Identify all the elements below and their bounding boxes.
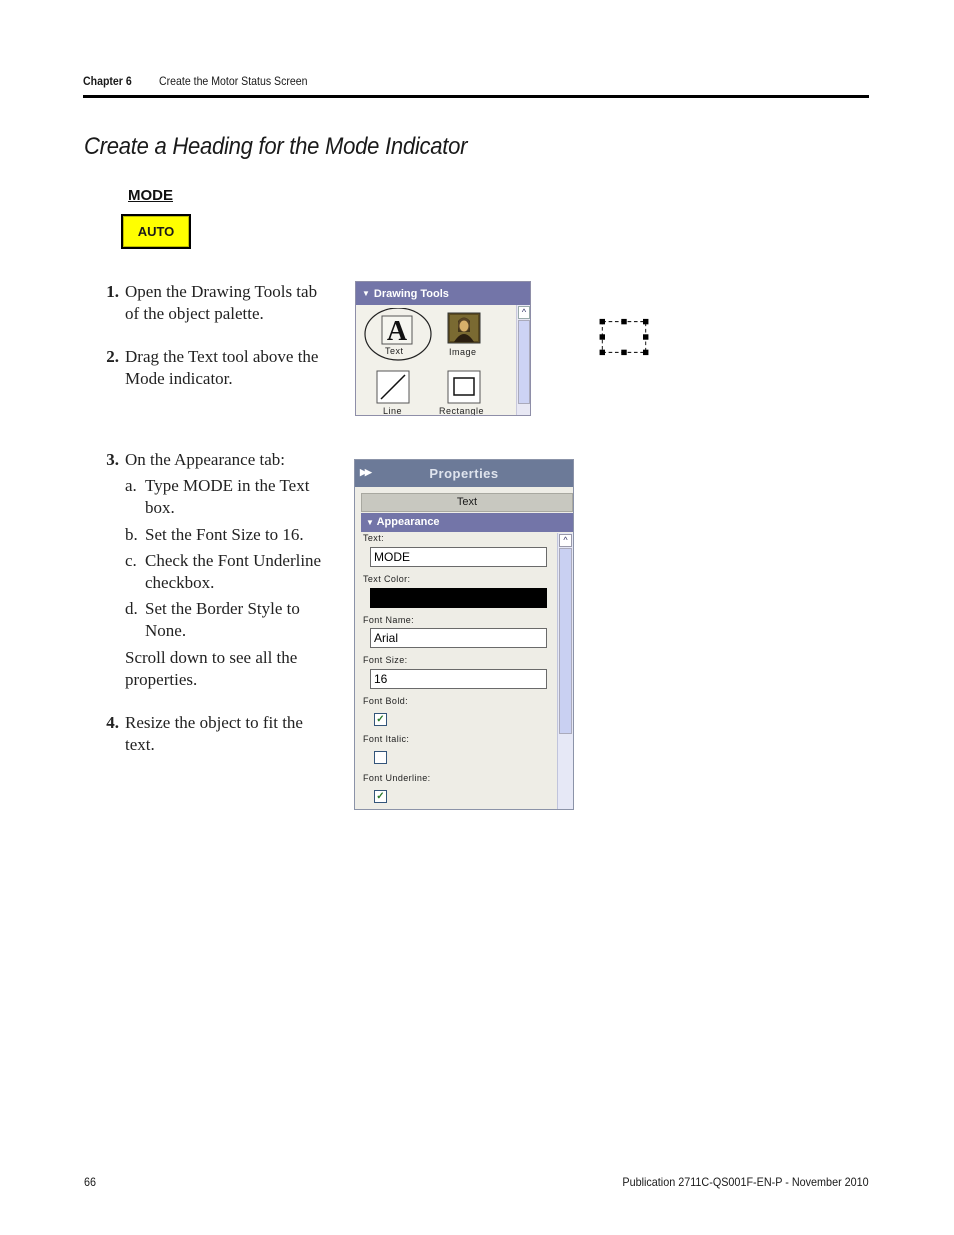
properties-scrollbar[interactable] <box>557 533 573 810</box>
step-number: 3. <box>106 450 119 469</box>
step-line: text. <box>125 735 155 754</box>
publication-info: Publication 2711C-QS001F-EN-P - November 2010 <box>622 1175 869 1189</box>
substep-line: Set the Border Style to <box>145 599 300 618</box>
step-1 <box>106 281 318 325</box>
header-rule <box>83 95 869 98</box>
font-italic-label: Font Italic: <box>363 734 410 744</box>
scroll-thumb[interactable] <box>559 548 572 734</box>
image-icon <box>447 312 481 344</box>
substep-line: box. <box>145 498 175 517</box>
checkmark-icon: ✓ <box>376 791 385 802</box>
section-title: Create a Heading for the Mode Indicator <box>84 133 468 160</box>
substep-letter: a. <box>125 476 137 495</box>
properties-header[interactable] <box>355 460 573 487</box>
appearance-section-header[interactable] <box>361 513 573 532</box>
substep-d <box>125 598 300 642</box>
mode-indicator-text: AUTO <box>123 216 189 247</box>
step-3 <box>106 449 286 471</box>
substep-a <box>125 475 310 519</box>
font-name-input[interactable]: Arial <box>370 628 547 648</box>
image-tool[interactable] <box>442 312 486 358</box>
text-label: Text: <box>363 533 385 543</box>
step-number: 4. <box>106 713 119 732</box>
step-line: On the Appearance tab: <box>125 450 286 469</box>
drawing-tools-title: Drawing Tools <box>373 287 449 300</box>
rectangle-icon <box>447 370 481 404</box>
step-number: 2. <box>106 347 119 366</box>
properties-panel <box>354 459 574 810</box>
substep-b <box>125 524 304 546</box>
font-size-input[interactable]: 16 <box>370 669 547 689</box>
page-number: 66 <box>84 1175 97 1189</box>
step-4 <box>106 712 303 756</box>
chapter-title: Create the Motor Status Screen <box>159 74 308 88</box>
substep-letter: d. <box>125 599 138 618</box>
appearance-section-title: Appearance <box>376 516 440 528</box>
substep-letter: b. <box>125 525 138 544</box>
drawing-tools-scrollbar[interactable] <box>516 305 530 416</box>
font-underline-label: Font Underline: <box>363 773 431 783</box>
note-line: properties. <box>125 670 198 689</box>
mode-heading-preview: MODE <box>128 187 173 204</box>
collapse-arrow-icon: ▼ <box>366 518 374 527</box>
line-tool-label: Line <box>383 406 403 416</box>
mode-indicator-preview <box>121 214 191 249</box>
drawing-tools-panel <box>355 281 531 416</box>
step-number: 1. <box>106 282 119 301</box>
step-2 <box>106 346 319 390</box>
font-underline-checkbox[interactable] <box>374 790 387 803</box>
font-size-label: Font Size: <box>363 655 408 665</box>
selected-object-illustration <box>598 318 650 356</box>
font-bold-label: Font Bold: <box>363 696 409 706</box>
scroll-thumb[interactable] <box>518 320 530 404</box>
step-line: Resize the object to fit the <box>125 713 303 732</box>
scroll-note <box>125 647 297 691</box>
line-icon <box>376 370 410 404</box>
collapse-arrow-icon: ▼ <box>362 289 370 298</box>
text-color-label: Text Color: <box>363 574 411 584</box>
step-line: of the object palette. <box>125 304 264 323</box>
image-tool-label: Image <box>449 347 477 357</box>
text-color-swatch[interactable] <box>370 588 547 608</box>
font-name-label: Font Name: <box>363 615 415 625</box>
svg-text:A: A <box>386 316 408 347</box>
note-line: Scroll down to see all the <box>125 648 298 667</box>
scroll-up-icon[interactable]: ^ <box>559 534 572 547</box>
expand-arrows-icon[interactable]: ▶▶ <box>360 467 370 477</box>
step-line: Open the Drawing Tools tab <box>125 282 318 301</box>
scroll-up-icon[interactable]: ^ <box>518 306 530 319</box>
rectangle-tool-label: Rectangle <box>439 406 485 416</box>
step-line: Drag the Text tool above the <box>125 347 319 366</box>
substep-c <box>125 550 322 594</box>
font-italic-checkbox[interactable] <box>374 751 387 764</box>
rectangle-tool[interactable] <box>438 370 494 416</box>
properties-title: Properties <box>429 466 499 481</box>
text-input[interactable]: MODE <box>370 547 547 567</box>
line-tool[interactable] <box>374 370 414 416</box>
substep-line: Set the Font Size to 16. <box>145 525 304 544</box>
substep-line: Check the Font Underline <box>145 551 322 570</box>
substep-line: checkbox. <box>145 573 215 592</box>
text-tool[interactable] <box>364 308 432 362</box>
substep-line: None. <box>145 621 187 640</box>
checkmark-icon: ✓ <box>376 714 385 725</box>
substep-letter: c. <box>125 551 137 570</box>
chapter-label: Chapter 6 <box>83 74 132 88</box>
step-line: Mode indicator. <box>125 369 233 388</box>
substep-line: Type MODE in the Text <box>145 476 310 495</box>
drawing-tools-header[interactable] <box>356 282 530 305</box>
tab-text[interactable]: Text <box>361 493 573 512</box>
font-bold-checkbox[interactable] <box>374 713 387 726</box>
text-tool-label: Text <box>385 346 404 356</box>
